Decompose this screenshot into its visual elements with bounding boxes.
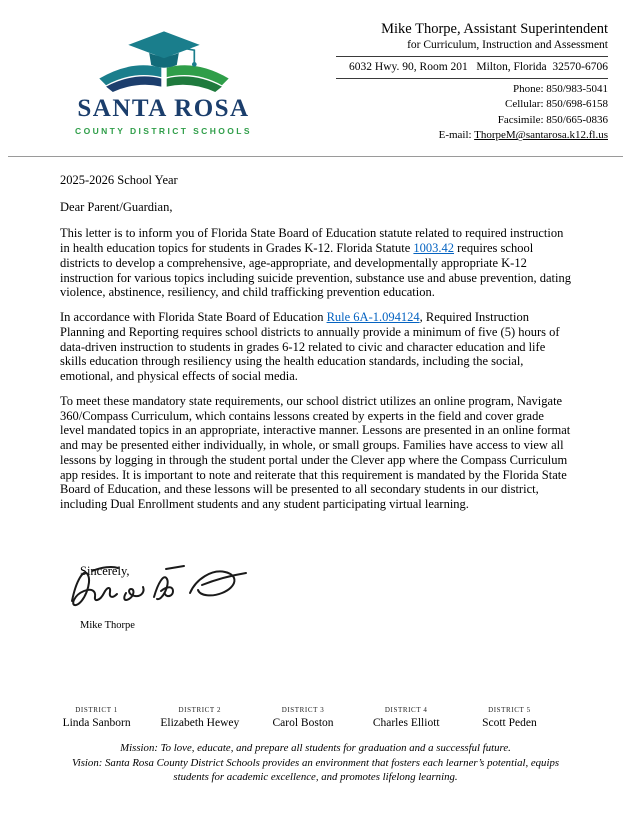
email-link[interactable]: ThorpeM@santarosa.k12.fl.us [474,129,608,142]
paragraph-3: To meet these mandatory state requirements, our school district utilizes an online program, Navigate 360/Compass Curriculum, which contains lessons created by experts in the field and cover grade level mandated topics in an appropriate, interactive manner. Lessons are presented in an online format and may be presented either individually, in whole, or small groups. Families have access to view all lessons by logging in through the student portal under the Clever app where the Compass Curriculum app resides. It is important to note and reiterate that this requirement is mandated by the Florida State Board of Education, and these lessons will be presented to all secondary students in our district, including Dual Enrollment students and any student participating virtual learning. [60,393,571,512]
email-label: E-mail: [438,129,475,142]
district-member-name: Elizabeth Hewey [160,717,240,729]
paragraph-1-text-after: requires school districts to develop a comprehensive, age-appropriate, and developmentally appropriate K-12 instruction for various topics including suicide prevention, substance use and abuse prevention, dating violence, abstinence, resiliency, and child trafficking prevention education. [60,241,571,300]
signature-block [70,560,571,644]
district-column-5 [458,706,561,729]
vision-statement: Vision: Santa Rosa County District Schools provides an environment that fosters each learner’s potential, equips students for academic excellence, and promotes lifelong learning. [71,757,560,784]
district-column-2 [148,706,251,729]
logo-subtitle: COUNTY DISTRICT SCHOOLS [75,126,252,137]
email-line [336,128,608,144]
mission-statement: Mission: To love, educate, and prepare all students for graduation and a successful future. [120,742,511,754]
statute-1003-42-link[interactable]: 1003.42 [413,241,455,256]
closing: Sincerely, [80,563,130,578]
rule-6a-1-094124-link[interactable]: Rule 6A-1.094124 [326,310,420,325]
district-column-4 [355,706,458,729]
paragraph-1-text-before: This letter is to inform you of Florida State Board of Education statute related to required instruction in health education topics for students in Grades K-12. Florida Statute [60,226,564,256]
salutation: Dear Parent/Guardian, [60,199,173,214]
contact-block [336,20,608,144]
page-footer [0,706,631,784]
contact-divider-top [336,56,608,57]
district-label: DISTRICT 3 [281,706,325,714]
official-department: for Curriculum, Instruction and Assessment [407,39,608,52]
district-member-name: Charles Elliott [372,717,440,729]
district-board-row [0,706,631,729]
district-column-3 [251,706,354,729]
paragraph-2 [60,310,571,384]
logo-title: SANTA ROSA [77,95,250,122]
district-label: DISTRICT 2 [178,706,222,714]
school-year: 2025-2026 School Year [60,172,178,187]
district-label: DISTRICT 4 [384,706,428,714]
contact-divider-bottom [336,78,608,79]
letterhead [0,0,631,144]
paragraph-2-text-after: , Required Instruction Planning and Reporting requires school districts to annually provide a minimum of five (5) hours of data-driven instruction to students in grades 6-12 related to civic and character education and life skills education through resiliency using the health education standards, including the social, emotional, and physical effects of social media. [60,310,560,384]
district-column-1 [45,706,148,729]
office-address: 6032 Hwy. 90, Room 201 Milton, Florida 32570-6706 [349,60,608,73]
district-member-name: Scott Peden [482,717,537,729]
paragraph-1 [60,226,571,300]
graduation-cap-book-icon [89,30,239,94]
district-member-name: Carol Boston [272,717,334,729]
paragraph-2-text-before: In accordance with Florida State Board of Education [60,310,327,325]
signer-name: Mike Thorpe [80,619,135,631]
official-name: Mike Thorpe, Assistant Superintendent [381,21,608,37]
district-logo [56,30,271,136]
letter-body [0,157,631,644]
district-label: DISTRICT 1 [75,706,118,714]
district-label: DISTRICT 5 [488,706,531,714]
cellular-line: Cellular: 850/698-6158 [505,98,608,111]
signature-icon [62,550,262,624]
district-member-name: Linda Sanborn [62,717,131,729]
phone-line: Phone: 850/983-5041 [512,82,608,95]
facsimile-line: Facsimile: 850/665-0836 [497,113,608,126]
